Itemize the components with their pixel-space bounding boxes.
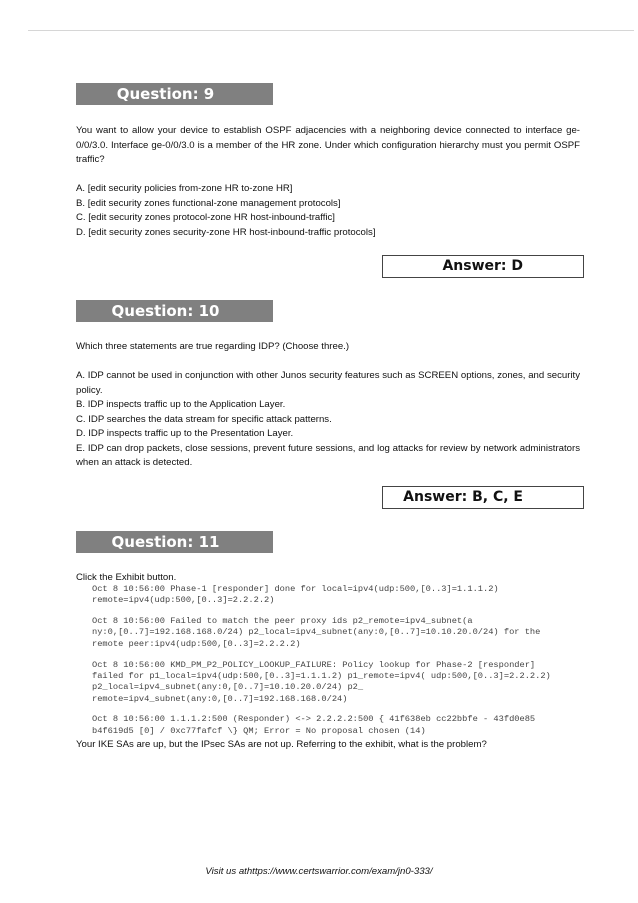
exhibit-line: remote peer:ipv4(udp:500,[0..3]=2.2.2.2)	[92, 638, 301, 649]
exhibit-entry	[92, 660, 592, 705]
question-10-option-b: B. IDP inspects traffic up to the Application Layer.	[76, 399, 286, 410]
question-9-option-c: C. [edit security zones protocol-zone HR host-inbound-traffic]	[76, 212, 335, 223]
exhibit-line: Oct 8 10:56:00 KMD_PM_P2_POLICY_LOOKUP_FAILURE: Policy lookup for Phase-2 [responder]	[92, 659, 536, 670]
question-10-option-d: D. IDP inspects traffic up to the Presentation Layer.	[76, 428, 294, 439]
question-9-header: Question: 9	[76, 83, 273, 105]
question-9-body	[76, 124, 580, 240]
exhibit-line: Oct 8 10:56:00 Phase-1 [responder] done for local=ipv4(udp:500,[0..3]=1.1.1.2)	[92, 584, 499, 594]
exhibit-line: failed for p1_local=ipv4(udp:500,[0..3]=1.1.1.2) p1_remote=ipv4( udp:500,[0..3]=2.2.2.2)	[92, 670, 551, 681]
question-9-answer: Answer: D	[382, 255, 584, 278]
question-10-option-e: E. IDP can drop packets, close sessions, prevent future sessions, and log attacks for review by network administrators when an attack is detected.	[76, 442, 580, 468]
exhibit-entry	[92, 584, 592, 607]
exhibit-line: Oct 8 10:56:00 1.1.1.2:500 (Responder) <-> 2.2.2.2:500 { 41f638eb cc22bbfe - 43fd0e85	[92, 714, 536, 725]
question-9-option-d: D. [edit security zones security-zone HR host-inbound-traffic protocols]	[76, 226, 376, 238]
question-9-option-b: B. [edit security zones functional-zone management protocols]	[76, 197, 341, 209]
question-9-stem: You want to allow your device to establish OSPF adjacencies with a neighboring device connected to interface ge-0/0/3.0. Interface ge-0/0/3.0 is a member of the HR zone. Under which configuration hierarchy must you permit OSPF traffic?	[76, 125, 580, 165]
question-10-body	[76, 340, 580, 471]
exhibit-entry	[92, 714, 592, 737]
question-11-intro-text: Click the Exhibit button.	[76, 572, 177, 583]
question-11-header: Question: 11	[76, 531, 273, 553]
exhibit-log	[92, 584, 592, 737]
question-10-header: Question: 10	[76, 300, 273, 322]
top-divider	[28, 30, 634, 31]
question-10-option-c: C. IDP searches the data stream for specific attack patterns.	[76, 413, 332, 425]
question-11-question	[76, 738, 580, 753]
exhibit-line: Oct 8 10:56:00 Failed to match the peer proxy ids p2_remote=ipv4_subnet(a	[92, 616, 473, 627]
question-11-question-text: Your IKE SAs are up, but the IPsec SAs are not up. Referring to the exhibit, what is the problem?	[76, 739, 487, 750]
exhibit-line: remote=ipv4_subnet(any:0,[0..7]=192.168.168.0/24)	[92, 693, 348, 704]
exhibit-line: p2_local=ipv4_subnet(any:0,[0..7]=10.10.20.0/24) p2_	[92, 682, 364, 693]
question-9-option-a: A. [edit security policies from-zone HR to-zone HR]	[76, 183, 293, 194]
exhibit-line: b4f619d5 [0] / 0xc77fafcf \} QM; Error = No proposal chosen (14)	[92, 725, 426, 736]
exhibit-line: remote=ipv4(udp:500,[0..3]=2.2.2.2)	[92, 595, 275, 606]
question-10-answer: Answer: B, C, E	[382, 486, 584, 509]
footer-link[interactable]: Visit us athttps://www.certswarrior.com/exam/jn0-333/	[205, 866, 433, 877]
question-10-option-a: A. IDP cannot be used in conjunction with other Junos security features such as SCREEN options, zones, and security policy.	[76, 370, 580, 396]
exhibit-line: ny:0,[0..7]=192.168.168.0/24) p2_local=ipv4_subnet(any:0,[0..7]=10.10.20.0/24) for the	[92, 627, 541, 638]
question-10-stem: Which three statements are true regarding IDP? (Choose three.)	[76, 341, 350, 352]
exhibit-entry	[92, 616, 592, 650]
